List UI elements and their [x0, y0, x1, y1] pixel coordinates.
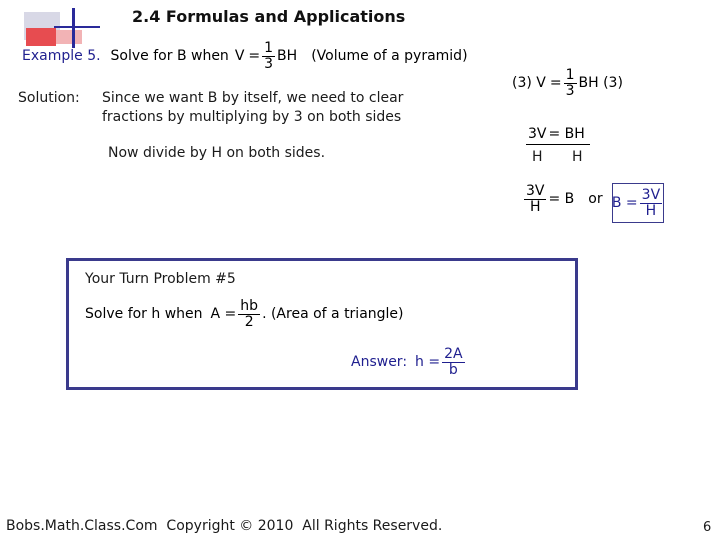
step1-left: (3) V [512, 75, 546, 92]
answer-fraction [442, 347, 464, 377]
boxed-fraction [640, 188, 662, 218]
solution-line-3: Now divide by H on both sides. [108, 145, 326, 161]
solution-label: Solution: [18, 90, 80, 106]
deco-hline [54, 26, 100, 28]
example-note: (Volume of a pyramid) [311, 48, 468, 65]
your-turn-problem [85, 299, 404, 329]
example-eq: = [248, 48, 261, 65]
example-label: Example 5. [22, 48, 101, 65]
answer-lhs: h = [415, 354, 441, 371]
solution-line-1: Since we want B by itself, we need to clear [102, 90, 404, 106]
step2-den-left: H [532, 149, 543, 165]
your-turn-box [66, 258, 578, 390]
step2-den-right: H [572, 149, 583, 165]
answer-frac-den: b [448, 361, 458, 378]
your-turn-lhs: A = [210, 306, 237, 323]
step2-lhs: 3V [528, 126, 547, 142]
or-text: or [588, 191, 603, 208]
work-step-3 [522, 184, 603, 214]
step1-right: BH (3) [578, 75, 623, 92]
step2-underline [526, 144, 590, 145]
your-turn-note: . (Area of a triangle) [262, 306, 404, 323]
step1-eq: = [549, 75, 562, 92]
example-rhs: BH [277, 48, 298, 65]
answer-label: Answer: [351, 354, 408, 371]
step2-eq: = BH [548, 126, 585, 142]
answer-frac-num: 2A [444, 346, 463, 362]
boxed-frac-den: H [645, 202, 657, 219]
step2-equation [528, 126, 585, 142]
your-turn-prompt: Solve for h when [85, 306, 203, 323]
boxed-result [612, 183, 664, 223]
solution-line-2: fractions by multiplying by 3 on both sides [102, 109, 402, 125]
step3-frac-den: H [529, 198, 541, 215]
example-frac-num: 1 [264, 40, 274, 56]
example-prompt: Solve for B when [110, 48, 229, 65]
your-turn-fraction [238, 299, 260, 329]
example-fraction [262, 41, 275, 71]
step1-frac-den: 3 [565, 82, 575, 99]
step1-fraction [564, 68, 577, 98]
your-turn-frac-den: 2 [244, 313, 254, 330]
your-turn-frac-num: hb [240, 298, 259, 314]
slide-title: 2.4 Formulas and Applications [132, 7, 406, 26]
your-turn-answer [351, 347, 467, 377]
step3-fraction [524, 184, 546, 214]
boxed-frac-num: 3V [641, 186, 661, 203]
step3-frac-num: 3V [526, 183, 545, 199]
example-lhs: V [234, 48, 245, 65]
work-step-1 [512, 68, 623, 98]
your-turn-heading: Your Turn Problem #5 [85, 271, 236, 287]
step1-frac-num: 1 [565, 67, 575, 83]
step3-rhs: = B [548, 191, 575, 208]
page-number: 6 [703, 520, 712, 535]
example-line [22, 41, 468, 71]
boxed-lhs: B = [611, 195, 638, 211]
footer-copyright: Bobs.Math.Class.Com Copyright © 2010 All Rights Reserved. [6, 518, 443, 534]
example-frac-den: 3 [264, 55, 274, 72]
